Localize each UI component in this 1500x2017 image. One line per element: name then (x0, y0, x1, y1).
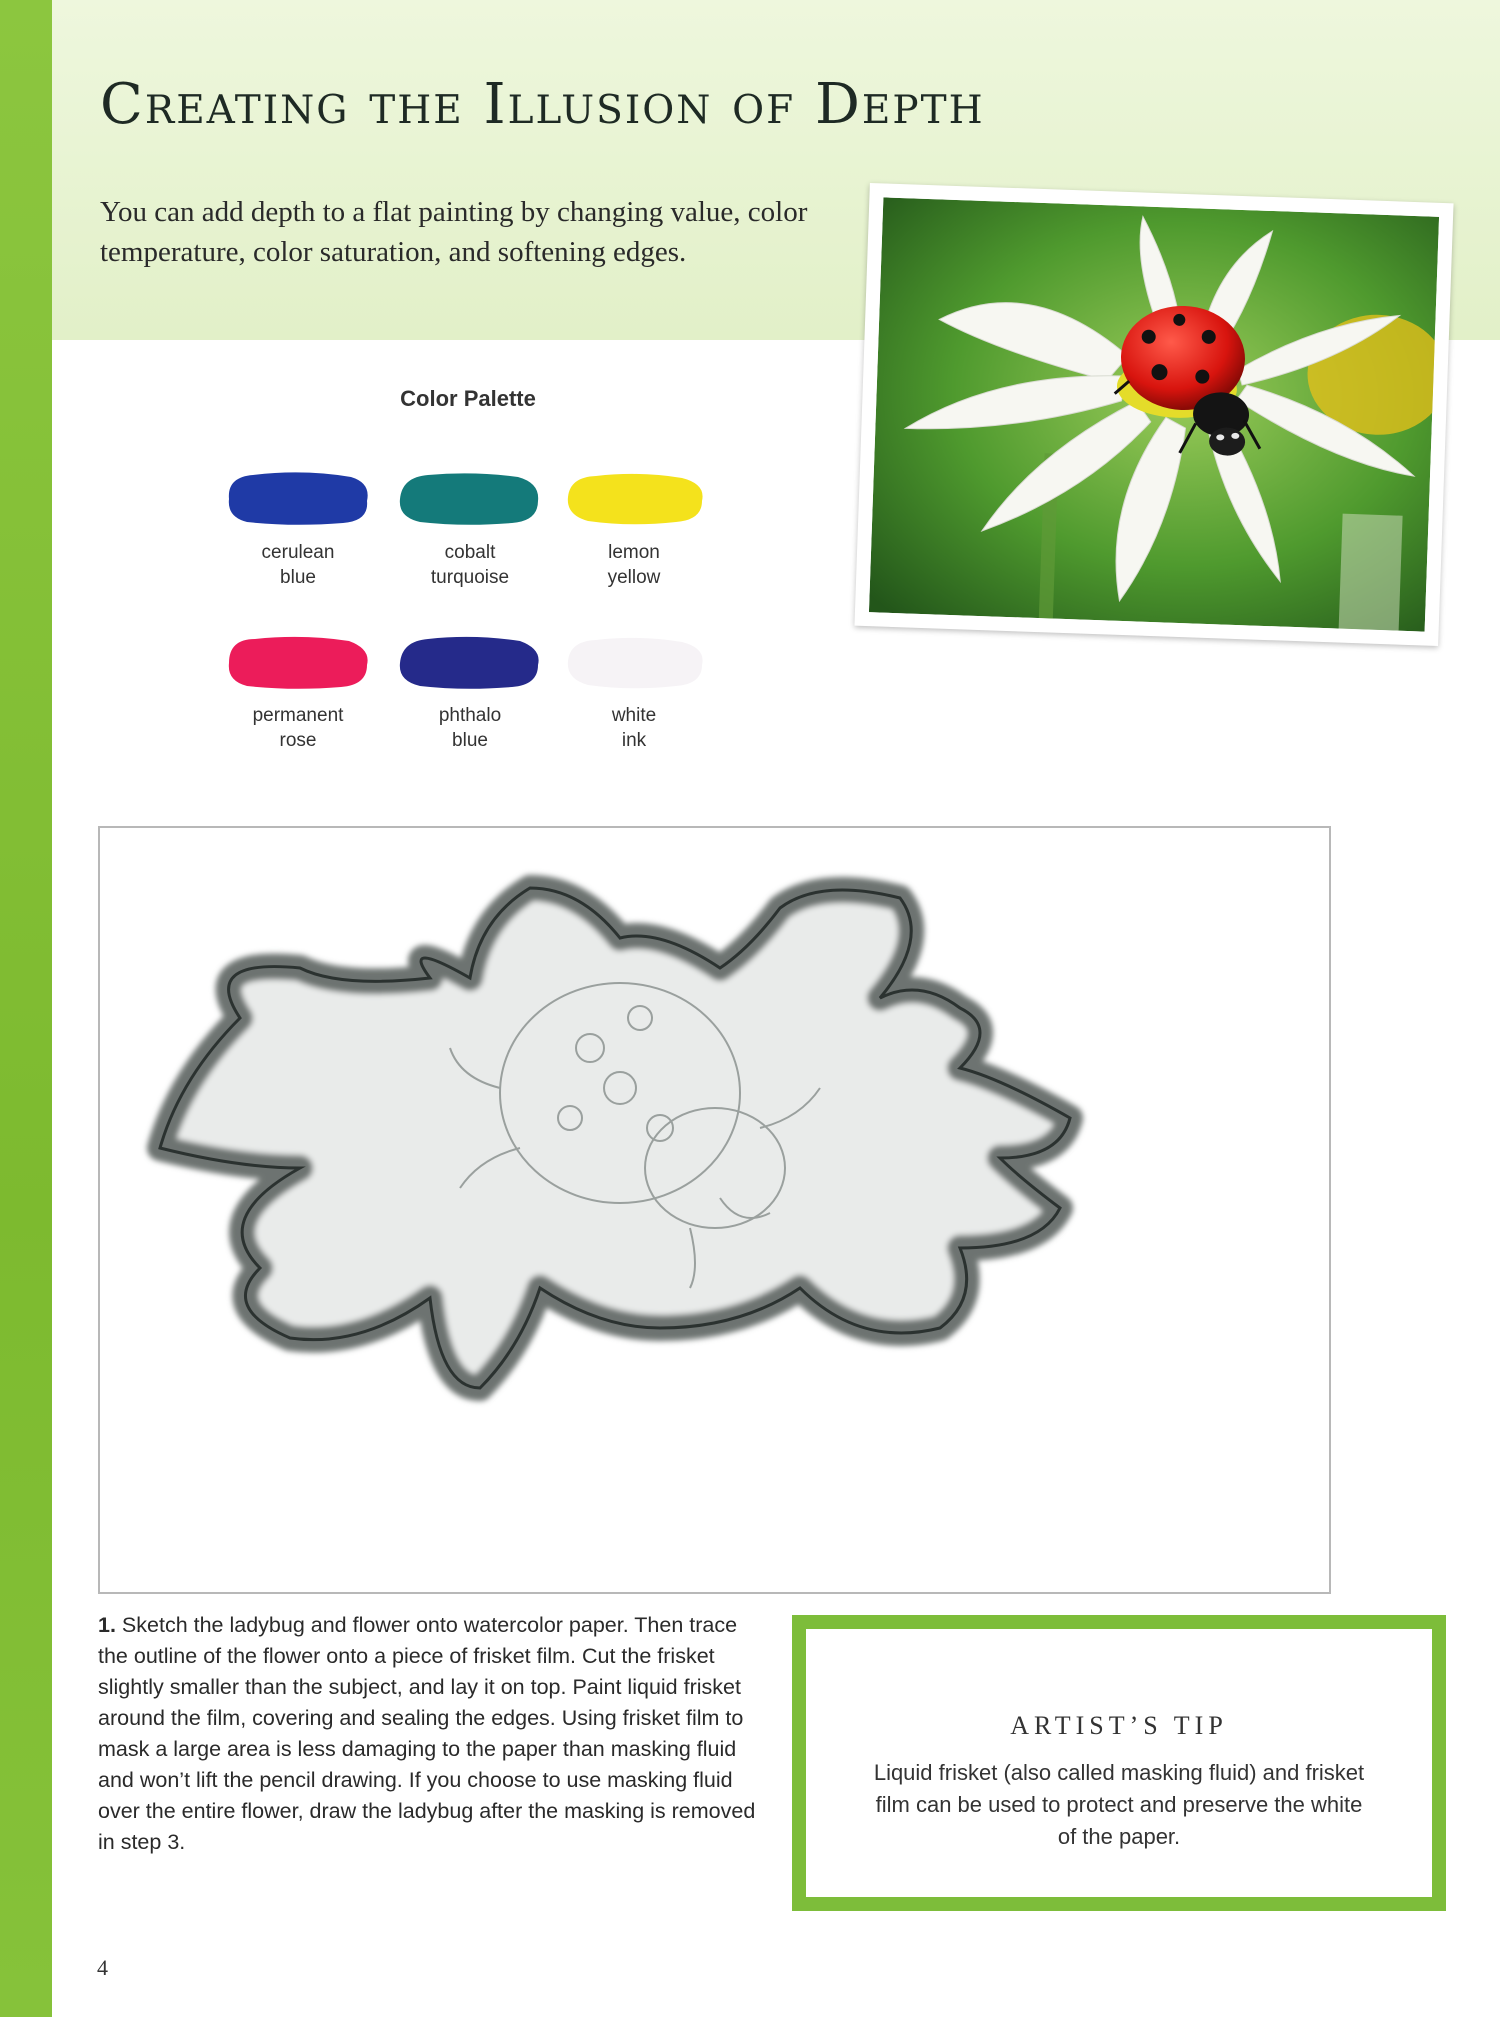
swatch-label: phthalo blue (438, 705, 502, 751)
ladybug-photo-image (869, 197, 1439, 631)
flower-frisket-sketch-image (100, 828, 1329, 1592)
artists-tip-inner (806, 1629, 1432, 1897)
artists-tip-heading: ARTIST’S TIP (1010, 1711, 1228, 1740)
page-number: 4 (97, 1955, 108, 1980)
page-title: Creating the Illusion of Depth (100, 72, 985, 137)
swatch-label: cerulean blue (261, 542, 335, 588)
swatch-label: permanent rose (252, 705, 344, 751)
page-edge-green-bar (0, 0, 52, 2017)
swatch-phthalo-blue (394, 629, 544, 695)
swatch-label: white ink (611, 705, 657, 751)
swatch-label: cobalt turquoise (430, 542, 510, 588)
step1-body: Sketch the ladybug and flower onto watercolor paper. Then trace the outline of the flower onto a piece of frisket film. Cut the frisket slightly smaller than the subject, and lay it on top. Paint liquid frisket around the film, covering and sealing the edges. Using frisket film to mask a large area is less damaging to the paper than masking fluid and won’t lift the pencil drawing. If you choose to use masking fluid over the entire flower, draw the ladybug after the masking is removed in step 3. (98, 1613, 756, 1854)
intro-paragraph: You can add depth to a flat painting by changing value, color temperature, color saturation, and softening edges. (100, 196, 808, 268)
swatch-white-ink (560, 629, 710, 695)
artists-tip-box (792, 1615, 1446, 1911)
artists-tip-body: Liquid frisket (also called masking fluid) and frisket film can be used to protect and preserve the white of the paper. (873, 1760, 1365, 1849)
step1-text (98, 1610, 764, 1858)
swatch-cobalt-turquoise (394, 465, 544, 531)
color-palette-title: Color Palette (400, 386, 536, 411)
swatch-lemon-yellow (560, 465, 710, 531)
swatch-cerulean-blue (223, 465, 373, 531)
step-number: 1. (98, 1613, 116, 1637)
reference-photo (854, 183, 1453, 646)
swatch-label: lemon yellow (607, 542, 661, 588)
swatch-permanent-rose (223, 629, 373, 695)
step1-sketch-illustration (98, 826, 1331, 1594)
